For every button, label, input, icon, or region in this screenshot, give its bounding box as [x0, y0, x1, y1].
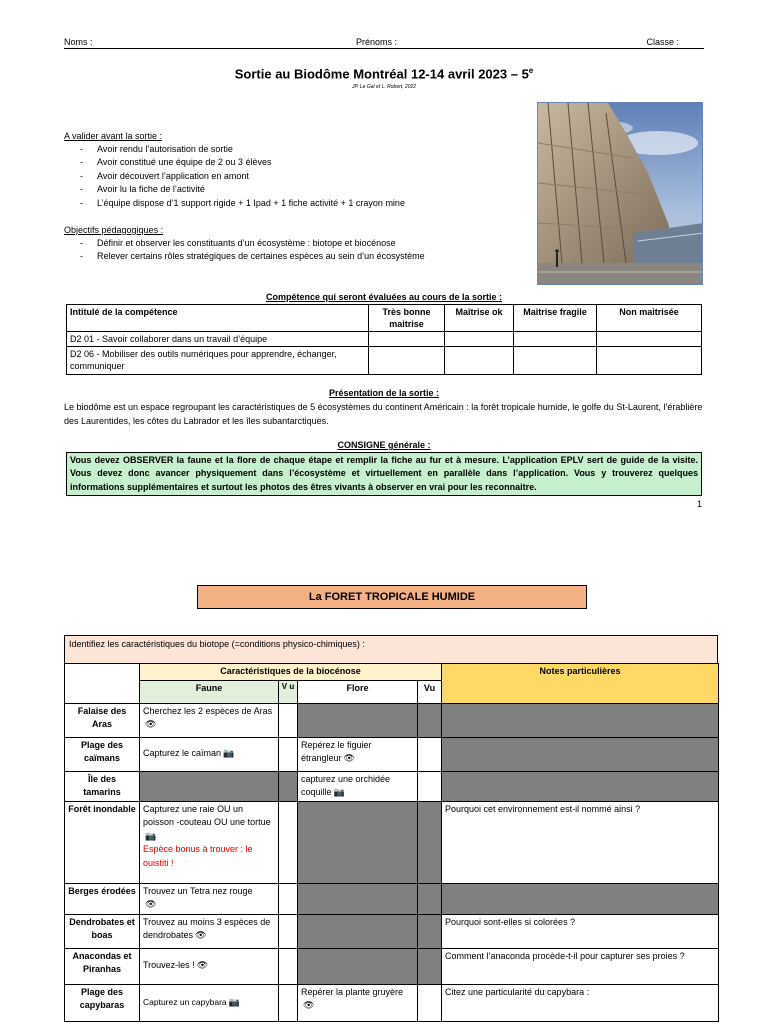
- faune-cell: Trouvez un Tetra nez rouge 👁: [140, 883, 279, 914]
- vu-checkbox[interactable]: [418, 771, 442, 801]
- competence-cell: D2 06 - Mobiliser des outils numériques pour apprendre, échanger, communiquer: [67, 347, 369, 375]
- noms-label: Noms :: [64, 37, 93, 47]
- vu-faune-header: V u: [279, 680, 298, 703]
- place-cell: Dendrobates et boas: [65, 914, 140, 948]
- vu-checkbox[interactable]: [279, 737, 298, 771]
- faune-cell: Trouvez au moins 3 espèces de dendrobates 👁: [140, 914, 279, 948]
- camera-icon: 📷: [223, 748, 235, 759]
- notes-cell: [442, 737, 719, 771]
- table-row: [65, 883, 719, 914]
- vu-checkbox[interactable]: [418, 737, 442, 771]
- eval-cell[interactable]: [445, 347, 514, 375]
- flore-cell: [298, 948, 418, 984]
- faune-cell: [140, 771, 279, 801]
- camera-icon: 📷: [145, 830, 157, 841]
- table-row: [65, 984, 719, 1021]
- vu-checkbox: [418, 703, 442, 737]
- faune-header: Faune: [140, 680, 279, 703]
- competences-title: Compétence qui seront évaluées au cours de la sortie :: [265, 292, 503, 302]
- eye-icon: 👁: [145, 899, 157, 909]
- flore-cell: [298, 914, 418, 948]
- faune-cell: Cherchez les 2 espèces de Aras👁: [140, 703, 279, 737]
- presentation-text: Le biodôme est un espace regroupant les caractéristiques de 5 écosystèmes du continent Américain : la forêt tropicale humide, le golfe du St-Laurent, l’érablière des Laurentides, les côtes du Labrador et les îles subantarctiques.: [64, 402, 703, 426]
- vu-checkbox: [418, 801, 442, 883]
- list-item: - Avoir constitué une équipe de 2 ou 3 élèves: [80, 156, 405, 169]
- column-header: Non maitrisée: [597, 305, 702, 332]
- list-item: - Avoir découvert l’application en amont: [80, 170, 405, 183]
- column-header: Maîtrise ok: [445, 305, 514, 332]
- table-row: [65, 737, 719, 771]
- place-cell: Forêt inondable: [65, 801, 140, 883]
- flore-cell: [298, 883, 418, 914]
- table-row: [65, 948, 719, 984]
- faune-cell: Trouvez-les ! 👁: [140, 948, 279, 984]
- notes-cell: [442, 883, 719, 914]
- notes-cell[interactable]: Pourquoi sont-elles si colorées ?: [442, 914, 719, 948]
- notes-cell[interactable]: Citez une particularité du capybara :: [442, 984, 719, 1021]
- objectifs-list: [80, 237, 425, 264]
- table-row: [65, 801, 719, 883]
- section-banner: La FORET TROPICALE HUMIDE: [197, 585, 587, 609]
- eval-cell[interactable]: [369, 332, 445, 347]
- eye-icon: 👁: [303, 1000, 315, 1010]
- column-header: Très bonne maitrise: [369, 305, 445, 332]
- flore-cell: Repérer la plante gruyère👁: [298, 984, 418, 1021]
- faune-cell: Capturez le caïman 📷: [140, 737, 279, 771]
- biocenose-header: Caractéristiques de la biocénose: [140, 664, 442, 681]
- table-row: [67, 332, 702, 347]
- vu-checkbox[interactable]: [279, 914, 298, 948]
- flore-cell: Repérez le figuier étrangleur 👁: [298, 737, 418, 771]
- vu-checkbox: [418, 914, 442, 948]
- eye-icon: 👁: [195, 930, 207, 940]
- eye-icon: 👁: [196, 960, 209, 971]
- notes-cell: [442, 771, 719, 801]
- biodome-photo: [537, 102, 703, 285]
- place-cell: Île des tamarins: [65, 771, 140, 801]
- consigne-title: CONSIGNE générale :: [337, 440, 431, 450]
- avant-sortie-title: A valider avant la sortie :: [64, 131, 163, 141]
- competence-cell: D2 01 - Savoir collaborer dans un travail d’équipe: [67, 332, 369, 347]
- bonus-species: Espèce bonus à trouver : le ouistiti !: [143, 844, 253, 868]
- list-item: - Avoir rendu l’autorisation de sortie: [80, 143, 405, 156]
- flore-cell: [298, 703, 418, 737]
- list-item: - Avoir lu la fiche de l’activité: [80, 183, 405, 196]
- table-row: [65, 771, 719, 801]
- table-row: [65, 703, 719, 737]
- place-cell: Falaise des Aras: [65, 703, 140, 737]
- place-cell: Plage des caïmans: [65, 737, 140, 771]
- vu-checkbox[interactable]: [279, 883, 298, 914]
- consigne-box: Vous devez OBSERVER la faune et la flore de chaque étape et remplir la fiche au fur et à mesure. L’application EPLV sert de guide de la visite. Vous devez donc avancer physiquement dans l’écosystème et virtuellement en parallèle dans l’application. Vous y trouverez quelques informations supplémentaires et surtout les photos des êtres vivants à observer en vrai pour les reconnaitre.: [66, 452, 702, 496]
- vu-flore-header: Vu: [418, 680, 442, 703]
- biotope-prompt: Identifiez les caractéristiques du biotope (=conditions physico-chimiques) :: [64, 635, 718, 664]
- flore-cell: [298, 801, 418, 883]
- prenoms-label: Prénoms :: [356, 37, 398, 47]
- eval-cell[interactable]: [369, 347, 445, 375]
- page-title: Sortie au Biodôme Montréal 12-14 avril 2023 – 5e: [234, 66, 534, 82]
- authors: JP. Le Gal et L. Robert, 2022: [351, 84, 417, 90]
- eye-icon: 👁: [343, 753, 355, 763]
- notes-header: Notes particulières: [442, 664, 719, 704]
- objectifs-title: Objectifs pédagogiques :: [64, 225, 164, 235]
- vu-checkbox: [418, 883, 442, 914]
- competences-table: [66, 304, 702, 375]
- avant-sortie-list: [80, 143, 405, 210]
- place-cell: Anacondas et Piranhas: [65, 948, 140, 984]
- eval-cell[interactable]: [514, 332, 597, 347]
- empty-corner: [65, 664, 140, 704]
- vu-checkbox[interactable]: [279, 801, 298, 883]
- eval-cell[interactable]: [445, 332, 514, 347]
- presentation-title: Présentation de la sortie :: [328, 388, 440, 398]
- table-row: [67, 347, 702, 375]
- page-number: 1: [696, 499, 702, 509]
- classe-label: Classe :: [646, 37, 679, 47]
- column-header: Maitrise fragile: [514, 305, 597, 332]
- list-item: - Définir et observer les constituants d’un écosystème : biotope et biocénose: [80, 237, 425, 250]
- eval-cell[interactable]: [597, 332, 702, 347]
- biocenose-table: [64, 663, 719, 1022]
- place-cell: Berges érodées: [65, 883, 140, 914]
- list-item: - L’équipe dispose d’1 support rigide + 1 Ipad + 1 fiche activité + 1 crayon mine: [80, 197, 405, 210]
- vu-checkbox: [418, 948, 442, 984]
- table-row: [65, 914, 719, 948]
- vu-checkbox[interactable]: [279, 984, 298, 1021]
- camera-icon: 📷: [228, 996, 240, 1007]
- notes-cell[interactable]: Pourquoi cet environnement est-il nommé ainsi ?: [442, 801, 719, 883]
- vu-checkbox[interactable]: [279, 948, 298, 984]
- vu-checkbox: [279, 771, 298, 801]
- notes-cell: [442, 703, 719, 737]
- faune-cell: Capturez une raie OU un poisson -couteau OU une tortue📷 Espèce bonus à trouver : le ouistiti !: [140, 801, 279, 883]
- camera-icon: 📷: [333, 787, 345, 797]
- column-header: Intitulé de la compétence: [67, 305, 369, 332]
- eye-icon: 👁: [145, 719, 157, 729]
- eval-cell[interactable]: [597, 347, 702, 375]
- flore-header: Flore: [298, 680, 418, 703]
- page-header: [64, 37, 704, 49]
- place-cell: Plage des capybaras: [65, 984, 140, 1021]
- flore-cell: capturez une orchidée coquille 📷: [298, 771, 418, 801]
- vu-checkbox[interactable]: [418, 984, 442, 1021]
- faune-cell: Capturez un capybara 📷: [140, 984, 279, 1021]
- list-item: - Relever certains rôles stratégiques de certaines espèces au sein d’un écosystème: [80, 250, 425, 263]
- notes-cell[interactable]: Comment l’anaconda procède-t-il pour capturer ses proies ?: [442, 948, 719, 984]
- vu-checkbox[interactable]: [279, 703, 298, 737]
- eval-cell[interactable]: [514, 347, 597, 375]
